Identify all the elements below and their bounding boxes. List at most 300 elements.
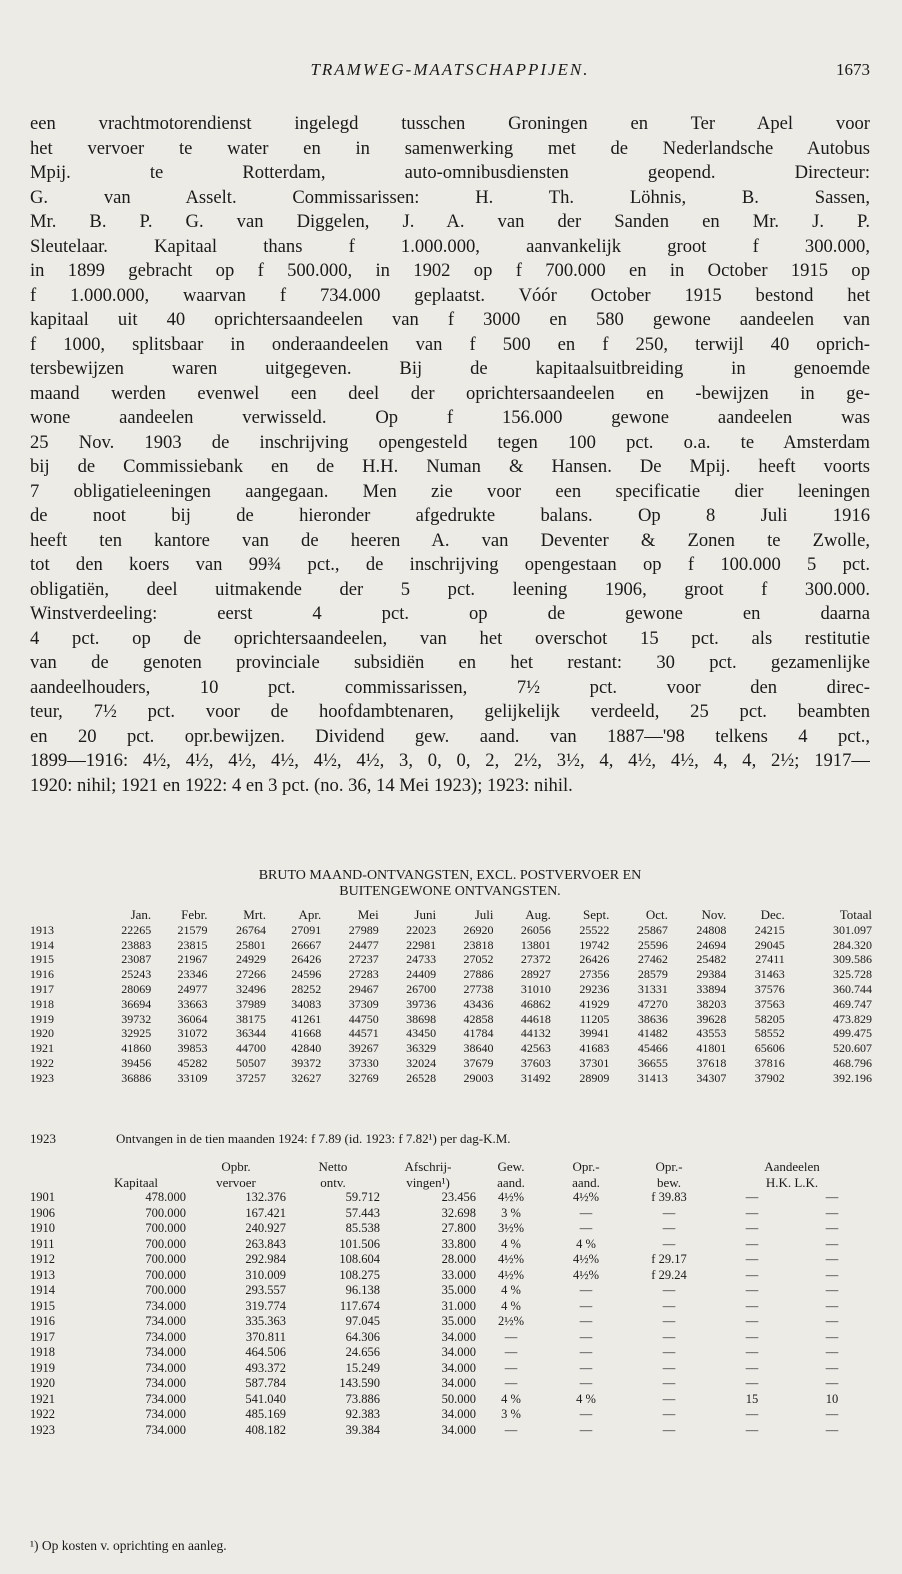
- table-cell: 1920: [30, 1026, 54, 1041]
- table-cell: —: [662, 1205, 676, 1220]
- table-cell: —: [825, 1376, 839, 1390]
- table-cell: 25243: [121, 967, 152, 982]
- table-cell: 31.000: [441, 1298, 476, 1313]
- table-cell: 44618: [520, 1011, 551, 1026]
- body-line: het vervoer te water en in samenwerking met de Nederlandsche Autobus: [30, 137, 870, 159]
- table-cell: —: [825, 1283, 839, 1297]
- table-cell: 23.456: [441, 1190, 476, 1204]
- table-row: [30, 923, 872, 938]
- body-line: obligatiën, deel uitmakende der 5 pct. leening 1906, groot f 300.000.: [30, 578, 870, 600]
- table-cell: 42858: [463, 1011, 494, 1026]
- body-line: bij de Commissiebank en de H.H. Numan & Hansen. De Mpij. heeft voorts: [30, 456, 870, 477]
- table1-title: [30, 868, 870, 900]
- table-cell: 85.538: [345, 1221, 380, 1235]
- table-cell: 41261: [291, 1011, 322, 1026]
- table-cell: 468.796: [833, 1055, 872, 1070]
- table-header-cell: ontv.: [320, 1174, 346, 1190]
- table-cell: —: [825, 1236, 839, 1251]
- table-cell: 29384: [696, 967, 727, 982]
- table-row: [30, 1221, 872, 1237]
- table-cell: 360.744: [833, 981, 872, 996]
- table-cell: 587.784: [245, 1376, 286, 1390]
- table-cell: 29003: [463, 1070, 494, 1085]
- table-cell: Apr.: [298, 908, 322, 922]
- table-cell: 700.000: [145, 1236, 186, 1251]
- table-cell: 46862: [520, 996, 551, 1011]
- table-cell: —: [662, 1360, 676, 1375]
- table-row: [30, 938, 872, 953]
- footnote: ¹) Op kosten v. oprichting en aanleg.: [30, 1538, 227, 1553]
- table-cell: 23818: [463, 937, 494, 952]
- table-cell: 34.000: [441, 1376, 476, 1390]
- table-cell: 25801: [236, 937, 266, 952]
- table1-note-year: 1923: [30, 1131, 56, 1146]
- table-cell: 34.000: [441, 1407, 476, 1421]
- table-cell: —: [745, 1267, 759, 1282]
- body-line: f 1.000.000, waarvan f 734.000 geplaatst. Vóór October 1915 bestond het: [30, 284, 870, 306]
- table-cell: 39456: [121, 1055, 152, 1070]
- table-cell: 1923: [30, 1422, 55, 1437]
- table-cell: 26426: [579, 952, 610, 967]
- table-cell: —: [579, 1376, 593, 1390]
- body-line: de noot bij de hieronder afgedrukte balans. Op 8 Juli 1916: [30, 505, 870, 526]
- table-cell: 26764: [236, 922, 266, 937]
- table-cell: —: [579, 1345, 593, 1359]
- table-cell: 1901: [30, 1190, 55, 1204]
- body-line: in 1899 gebracht op f 500.000, in 1902 op f 700.000 en in October 1915 op: [30, 260, 870, 281]
- table-cell: 1918: [30, 996, 54, 1011]
- table-cell: —: [825, 1360, 839, 1375]
- body-line: Mr. B. P. G. van Diggelen, J. A. van der Sanden en Mr. J. P.: [30, 211, 870, 232]
- body-line: 1920: nihil; 1921 en 1922: 4 en 3 pct. (no. 36, 14 Mei 1923); 1923: nihil.: [30, 774, 573, 796]
- table-cell: 292.984: [245, 1252, 286, 1266]
- table-cell: —: [504, 1360, 518, 1375]
- table-cell: 27989: [348, 922, 379, 937]
- table-cell: 33.000: [441, 1267, 476, 1282]
- table-cell: 41929: [579, 996, 610, 1011]
- table-cell: 44750: [348, 1011, 379, 1026]
- table-cell: 734.000: [145, 1329, 186, 1344]
- table-cell: 700.000: [145, 1283, 186, 1297]
- table-row: [30, 982, 872, 997]
- table-cell: 1921: [30, 1041, 54, 1056]
- table1-note: [30, 1131, 872, 1147]
- table-cell: —: [745, 1205, 759, 1220]
- table-cell: —: [579, 1360, 593, 1375]
- table-cell: —: [662, 1345, 676, 1359]
- table-row: [30, 1330, 872, 1346]
- table-cell: Mei: [357, 908, 379, 922]
- table-cell: 24596: [291, 967, 322, 982]
- table-cell: —: [504, 1329, 518, 1344]
- table-cell: 22023: [406, 922, 437, 937]
- table-cell: 1915: [30, 1298, 55, 1313]
- table-header-cell: aand.: [572, 1174, 600, 1190]
- table-cell: f 29.24: [651, 1267, 687, 1282]
- table-cell: 27052: [463, 952, 494, 967]
- table-cell: —: [662, 1298, 676, 1313]
- table-cell: Totaal: [839, 908, 872, 922]
- table-cell: Mrt.: [243, 908, 266, 922]
- table-cell: 28909: [579, 1070, 610, 1085]
- table-cell: 1913: [30, 922, 54, 937]
- table-cell: 734.000: [145, 1360, 186, 1375]
- table-cell: 700.000: [145, 1221, 186, 1235]
- table-cell: 27462: [637, 952, 668, 967]
- monthly-receipts-table: [30, 908, 872, 1086]
- table-row: [30, 1423, 872, 1439]
- table-cell: —: [504, 1422, 518, 1437]
- table-cell: 1916: [30, 967, 54, 982]
- table-cell: 2½%: [497, 1314, 525, 1328]
- table-cell: 734.000: [145, 1314, 186, 1328]
- table-cell: 408.182: [245, 1422, 286, 1437]
- table-cell: 117.674: [339, 1298, 380, 1313]
- table-cell: 108.275: [339, 1267, 380, 1282]
- table-cell: 24977: [177, 981, 208, 996]
- table-cell: 36064: [177, 1011, 208, 1026]
- table-cell: 41860: [121, 1041, 152, 1056]
- table-cell: 44132: [520, 1026, 551, 1041]
- table-cell: —: [579, 1221, 593, 1235]
- table-header-cell: bew.: [656, 1174, 682, 1190]
- table-cell: —: [745, 1283, 759, 1297]
- table-cell: 3½%: [497, 1221, 525, 1235]
- table-cell: —: [825, 1407, 839, 1421]
- table-cell: 31492: [520, 1070, 551, 1085]
- table-cell: Juni: [414, 908, 437, 922]
- table-cell: 39941: [579, 1026, 610, 1041]
- table-cell: 4 %: [576, 1236, 596, 1251]
- table-cell: 478.000: [145, 1190, 186, 1204]
- table-cell: —: [662, 1314, 676, 1328]
- table-cell: —: [745, 1407, 759, 1421]
- table-cell: 37257: [236, 1070, 266, 1085]
- table-cell: 47270: [637, 996, 668, 1011]
- table-cell: —: [579, 1314, 593, 1328]
- table-cell: 43436: [463, 996, 494, 1011]
- table-cell: 700.000: [145, 1205, 186, 1220]
- table-cell: 493.372: [245, 1360, 286, 1375]
- table-cell: 21967: [177, 952, 208, 967]
- body-line: tersbewijzen waren uitgegeven. Bij de kapitaalsuitbreiding in genoemde: [30, 358, 870, 379]
- table-cell: 284.320: [833, 937, 872, 952]
- body-line: en 20 pct. opr.bewijzen. Dividend gew. aand. van 1887—'98 telkens 4 pct.,: [30, 725, 870, 747]
- table-cell: 27356: [579, 967, 610, 982]
- table-cell: 32769: [348, 1070, 379, 1085]
- table-cell: 92.383: [345, 1407, 380, 1421]
- table-cell: 26667: [291, 937, 322, 952]
- table-cell: —: [579, 1329, 593, 1344]
- table-cell: —: [662, 1236, 676, 1251]
- table-cell: —: [579, 1298, 593, 1313]
- table-cell: 37618: [696, 1055, 727, 1070]
- table-row: [30, 1252, 872, 1268]
- table-row: [30, 1071, 872, 1086]
- table-cell: 4½%: [497, 1267, 525, 1282]
- table-row: [30, 1407, 872, 1423]
- table-cell: 19742: [579, 937, 610, 952]
- table-row: [30, 1041, 872, 1056]
- table-cell: 33894: [696, 981, 727, 996]
- table-cell: 21579: [177, 922, 208, 937]
- table-cell: 473.829: [833, 1011, 872, 1026]
- table-cell: —: [825, 1329, 839, 1344]
- table-row: [30, 1345, 872, 1361]
- body-line: teur, 7½ pct. voor de hoofdambtenaren, gelijkelijk verdeeld, 25 pct. beambten: [30, 701, 870, 722]
- table-cell: 32496: [236, 981, 266, 996]
- table-cell: 50507: [236, 1055, 266, 1070]
- table-cell: 36694: [121, 996, 152, 1011]
- table-cell: 42563: [520, 1041, 551, 1056]
- table-cell: 26920: [463, 922, 494, 937]
- table-cell: 37603: [520, 1055, 551, 1070]
- table-cell: 541.040: [245, 1391, 286, 1406]
- table-cell: —: [662, 1422, 676, 1437]
- table-header-row: [30, 908, 872, 923]
- table-cell: —: [504, 1345, 518, 1359]
- table-cell: 31010: [520, 981, 551, 996]
- table-cell: —: [825, 1345, 839, 1359]
- table-row: [30, 967, 872, 982]
- table-header-cell: Kapitaal: [113, 1174, 159, 1190]
- table-cell: 39.384: [345, 1422, 380, 1437]
- table-header-row: [30, 1159, 872, 1175]
- table-cell: 392.196: [833, 1070, 872, 1085]
- table-cell: —: [745, 1376, 759, 1390]
- table-cell: 35.000: [441, 1314, 476, 1328]
- table-cell: Oct.: [645, 908, 668, 922]
- body-line: maand werden evenwel een deel der oprichtersaandeelen en -bewijzen in ge-: [30, 382, 870, 404]
- table-header-cell: Afschrij-: [404, 1159, 452, 1174]
- table-cell: —: [662, 1391, 676, 1406]
- table-header-cell: Netto: [318, 1159, 348, 1174]
- table-cell: 41683: [579, 1041, 610, 1056]
- table-row: [30, 1299, 872, 1315]
- table-cell: 319.774: [245, 1298, 286, 1313]
- table-cell: 42840: [291, 1041, 322, 1056]
- table-cell: 34307: [696, 1070, 727, 1085]
- table-row: [30, 1012, 872, 1027]
- table-cell: 734.000: [145, 1391, 186, 1406]
- body-line: Winstverdeeling: eerst 4 pct. op de gewone en daarna: [30, 603, 870, 624]
- table-cell: Juli: [474, 908, 494, 922]
- table-cell: 4½%: [497, 1252, 525, 1266]
- table-cell: —: [504, 1376, 518, 1390]
- table-cell: 1921: [30, 1391, 55, 1406]
- table-cell: 29467: [348, 981, 379, 996]
- table-cell: 32925: [121, 1026, 152, 1041]
- table-header-cell: aand.: [497, 1174, 525, 1190]
- table-cell: 3 %: [501, 1407, 521, 1421]
- table-cell: 37816: [754, 1055, 785, 1070]
- table-cell: 65606: [754, 1041, 785, 1056]
- table-cell: 4½%: [572, 1252, 600, 1266]
- table-cell: 310.009: [245, 1267, 286, 1282]
- table-cell: 37309: [348, 996, 379, 1011]
- body-line: 25 Nov. 1903 de inschrijving opengesteld tegen 100 pct. o.a. te Amsterdam: [30, 431, 870, 453]
- table-cell: 734.000: [145, 1298, 186, 1313]
- table-cell: —: [662, 1376, 676, 1390]
- table-cell: 34.000: [441, 1422, 476, 1437]
- table-cell: 4 %: [501, 1391, 521, 1406]
- table-cell: 485.169: [245, 1407, 286, 1421]
- table-cell: 59.712: [345, 1190, 380, 1204]
- table-cell: —: [579, 1283, 593, 1297]
- table-cell: 25482: [696, 952, 727, 967]
- table-cell: —: [662, 1329, 676, 1344]
- table1-title-line2: BUITENGEWONE ONTVANGSTEN.: [339, 884, 561, 899]
- table-cell: 1914: [30, 937, 54, 952]
- table-cell: 4 %: [501, 1236, 521, 1251]
- table-cell: —: [825, 1267, 839, 1282]
- table-cell: 39736: [406, 996, 437, 1011]
- table-cell: 41482: [637, 1026, 668, 1041]
- table-cell: Jan.: [130, 908, 152, 922]
- table-cell: Nov.: [701, 908, 727, 922]
- table-cell: 36329: [406, 1041, 437, 1056]
- table-cell: 32.698: [441, 1205, 476, 1220]
- table-cell: 96.138: [345, 1283, 380, 1297]
- table-cell: 31413: [637, 1070, 668, 1085]
- table-row: [30, 952, 872, 967]
- body-line: wone aandeelen verwisseld. Op f 156.000 gewone aandeelen was: [30, 407, 870, 428]
- table-cell: 28579: [637, 967, 668, 982]
- table-cell: —: [745, 1345, 759, 1359]
- table-cell: 37330: [348, 1055, 379, 1070]
- table-cell: 34083: [291, 996, 322, 1011]
- table-cell: —: [825, 1221, 839, 1235]
- table-cell: 38636: [637, 1011, 668, 1026]
- table-cell: Aug.: [525, 908, 551, 922]
- table-cell: 27738: [463, 981, 494, 996]
- table-cell: 24929: [236, 952, 266, 967]
- table-cell: —: [825, 1252, 839, 1266]
- table-cell: 370.811: [245, 1329, 286, 1344]
- table-cell: 293.557: [245, 1283, 286, 1297]
- table-cell: 23346: [177, 967, 208, 982]
- table-cell: 335.363: [245, 1314, 286, 1328]
- table-cell: 57.443: [345, 1205, 380, 1220]
- table-cell: 25596: [637, 937, 668, 952]
- table-cell: 64.306: [345, 1329, 380, 1344]
- table-cell: 38175: [236, 1011, 266, 1026]
- body-line: f 1000, splitsbaar in onderaandeelen van f 500 en f 250, terwijl 40 oprich-: [30, 333, 870, 355]
- table-cell: —: [745, 1236, 759, 1251]
- table-cell: 27266: [236, 967, 266, 982]
- table-cell: 1919: [30, 1360, 55, 1375]
- table-cell: [30, 908, 87, 923]
- table-cell: 31463: [754, 967, 785, 982]
- table-cell: 44571: [348, 1026, 379, 1041]
- table-cell: —: [745, 1360, 759, 1375]
- table-cell: 143.590: [339, 1376, 380, 1390]
- table-cell: 520.607: [833, 1041, 872, 1056]
- table-cell: 27.800: [441, 1221, 476, 1235]
- table-cell: 24694: [696, 937, 727, 952]
- table-cell: 37989: [236, 996, 266, 1011]
- table-row: [30, 1237, 872, 1253]
- table-cell: 301.097: [833, 922, 872, 937]
- table-cell: 24733: [406, 952, 437, 967]
- table-cell: 1906: [30, 1205, 55, 1220]
- table-row: [30, 1392, 872, 1408]
- table-cell: 309.586: [833, 952, 872, 967]
- table-cell: 700.000: [145, 1267, 186, 1282]
- table-header-cell: H.K. L.K.: [765, 1174, 819, 1190]
- body-line: aandeelhouders, 10 pct. commissarissen, 7½ pct. voor den direc-: [30, 676, 870, 698]
- table-header-cell: Aandeelen: [764, 1159, 820, 1174]
- table-cell: 24808: [696, 922, 727, 937]
- table-cell: 23087: [121, 952, 152, 967]
- table-header-cell: vingen¹): [406, 1174, 450, 1190]
- table-cell: 26056: [520, 922, 551, 937]
- table-cell: 43450: [406, 1026, 437, 1041]
- table-cell: 22981: [406, 937, 437, 952]
- table-cell: 11205: [579, 1011, 610, 1026]
- table-cell: 97.045: [345, 1314, 380, 1328]
- table-cell: 4½%: [572, 1190, 600, 1204]
- running-title: TRAMWEG-MAATSCHAPPIJEN.: [310, 60, 590, 79]
- table-cell: 32024: [406, 1055, 437, 1070]
- table1-note-text: Ontvangen in de tien maanden 1924: f 7.89 (id. 1923: f 7.82¹) per dag-K.M.: [116, 1131, 511, 1146]
- table-cell: 37301: [579, 1055, 610, 1070]
- table-cell: 24477: [348, 937, 379, 952]
- table-cell: 734.000: [145, 1376, 186, 1390]
- table-cell: 45466: [637, 1041, 668, 1056]
- table-cell: 4½%: [572, 1267, 600, 1282]
- table-header-cell: [30, 1159, 86, 1175]
- table-cell: 37563: [754, 996, 785, 1011]
- table-cell: 36655: [637, 1055, 668, 1070]
- body-line: van de genoten provinciale subsidiën en het restant: 30 pct. gezamenlijke: [30, 652, 870, 673]
- table-cell: 700.000: [145, 1252, 186, 1266]
- table-cell: 39732: [121, 1011, 152, 1026]
- table-cell: 27283: [348, 967, 379, 982]
- table-cell: —: [579, 1407, 593, 1421]
- table-cell: 39628: [696, 1011, 727, 1026]
- table-cell: 26528: [406, 1070, 437, 1085]
- table-row: [30, 1190, 872, 1206]
- table-cell: 39372: [291, 1055, 322, 1070]
- table-cell: 1917: [30, 1329, 55, 1344]
- table-cell: 35.000: [441, 1283, 476, 1297]
- table-cell: 167.421: [245, 1205, 286, 1220]
- table-cell: 34.000: [441, 1329, 476, 1344]
- page-header: [30, 60, 870, 86]
- table-cell: 31072: [177, 1026, 208, 1041]
- table-header-cell: [30, 1175, 86, 1191]
- table-cell: 1919: [30, 1011, 54, 1026]
- table-cell: —: [579, 1422, 593, 1437]
- table-cell: 33109: [177, 1070, 208, 1085]
- table-cell: 734.000: [145, 1422, 186, 1437]
- table-cell: 39853: [177, 1041, 208, 1056]
- body-line: 7 obligatieleeningen aangegaan. Men zie voor een specificatie dier leeningen: [30, 480, 870, 502]
- table-cell: 4 %: [501, 1298, 521, 1313]
- table-cell: 27886: [463, 967, 494, 982]
- table-cell: 33.800: [441, 1236, 476, 1251]
- table-cell: 1914: [30, 1283, 55, 1297]
- table-cell: —: [745, 1190, 759, 1204]
- table-cell: 36886: [121, 1070, 152, 1085]
- table-cell: 499.475: [833, 1026, 872, 1041]
- table-cell: 25522: [579, 922, 610, 937]
- table-cell: 24409: [406, 967, 437, 982]
- table-cell: 34.000: [441, 1345, 476, 1359]
- table-cell: 1917: [30, 981, 54, 996]
- table-row: [30, 1376, 872, 1392]
